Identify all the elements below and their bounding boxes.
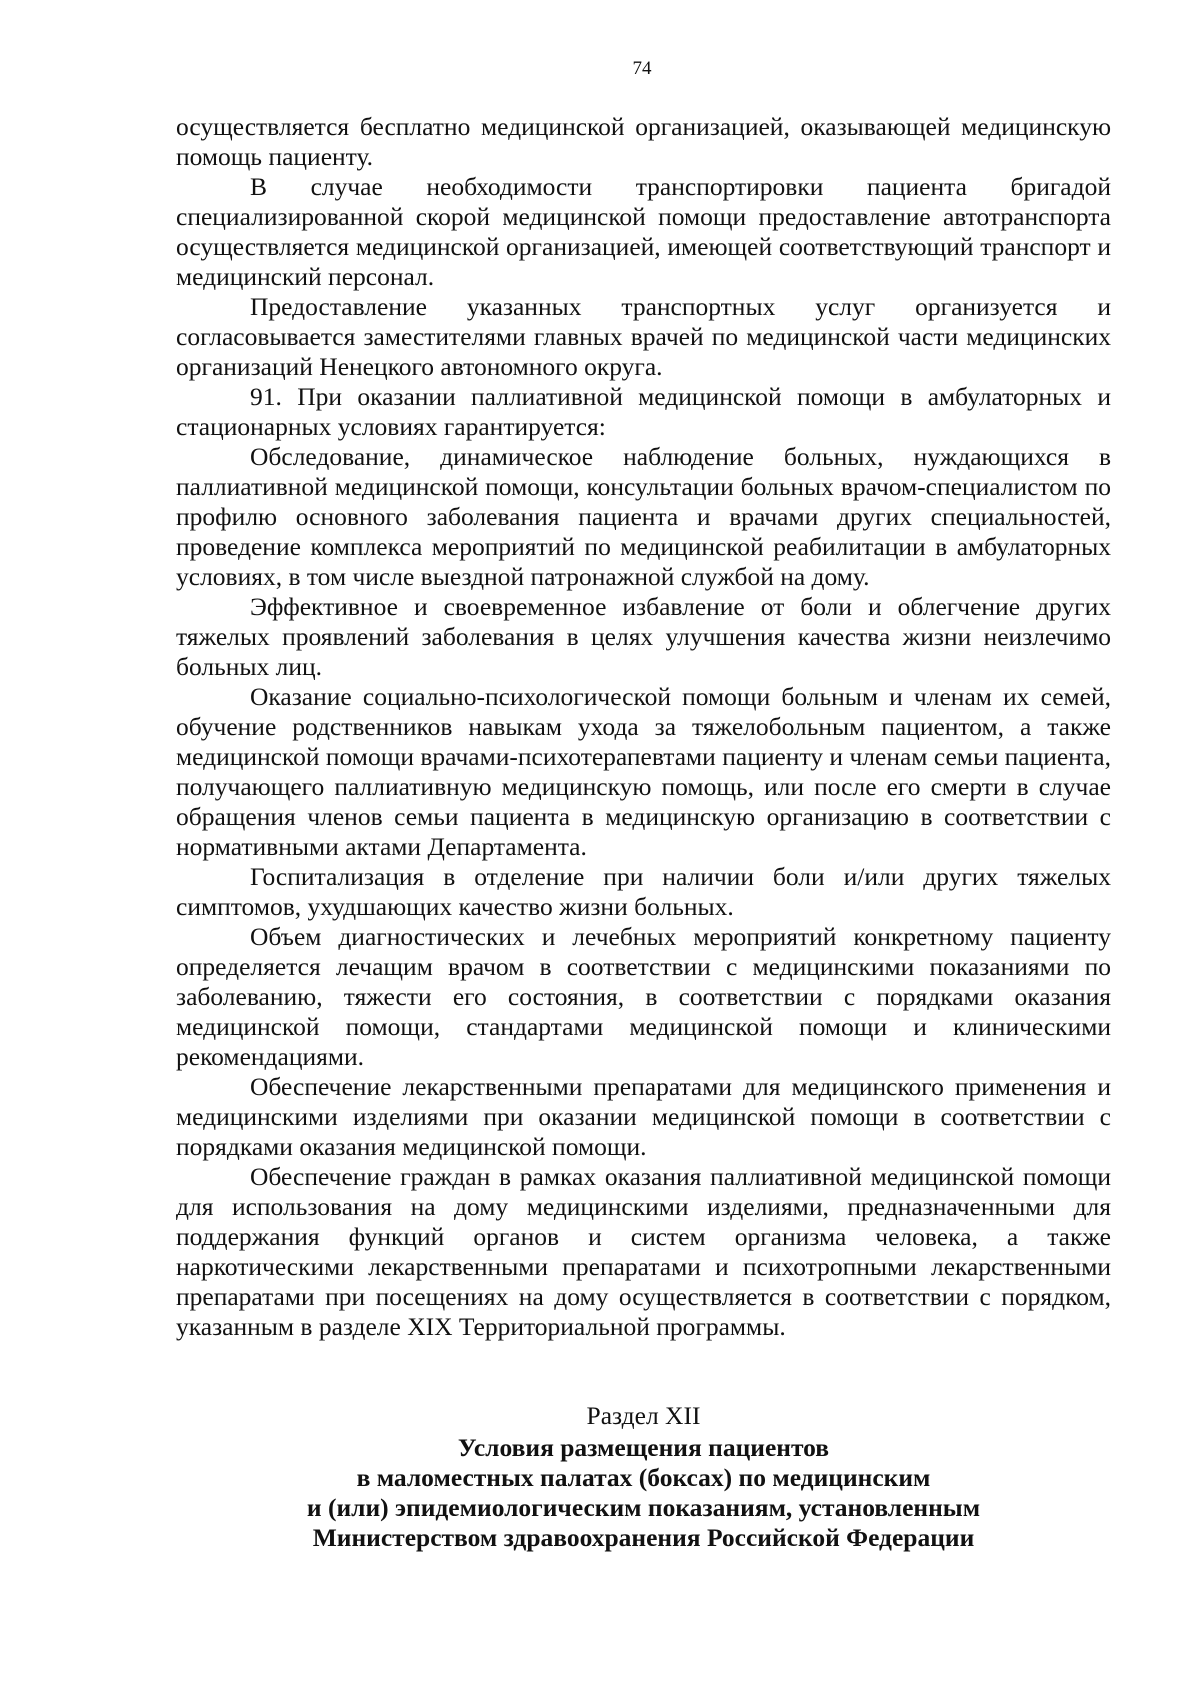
- paragraph: осуществляется бесплатно медицинской организацией, оказывающей медицинскую помощь пациенту.: [176, 112, 1111, 171]
- paragraph: Оказание социально-психологической помощи больным и членам их семей, обучение родственников навыкам ухода за тяжелобольным пациентом, а также медицинской помощи врачами-психотерапевтами пациенту и членам семьи пациента, получающего паллиативную медицинскую помощь, или после его смерти в случае обращения членов семьи пациента в медицинскую организацию в соответствии с нормативными актами Департамента.: [176, 682, 1111, 861]
- paragraph: Предоставление указанных транспортных услуг организуется и согласовывается заместителями главных врачей по медицинской части медицинских организаций Ненецкого автономного округа.: [176, 292, 1111, 381]
- paragraph: Госпитализация в отделение при наличии боли и/или других тяжелых симптомов, ухудшающих качество жизни больных.: [176, 862, 1111, 921]
- paragraph: Объем диагностических и лечебных мероприятий конкретному пациенту определяется лечащим врачом в соответствии с медицинскими показаниями по заболеванию, тяжести его состояния, в соответствии с порядками оказания медицинской помощи, стандартами медицинской помощи и клиническими рекомендациями.: [176, 922, 1111, 1071]
- section-title-line: Министерством здравоохранения Российской Федерации: [312, 1523, 975, 1552]
- paragraph: Обеспечение граждан в рамках оказания паллиативной медицинской помощи для использования на дому медицинскими изделиями, предназначенными для поддержания функций органов и систем организма человека, а также наркотическими лекарственными препаратами и психотропными лекарственными препаратами при посещениях на дому осуществляется в соответствии с порядком, указанным в разделе XIX Территориальной программы.: [176, 1162, 1111, 1341]
- paragraph: 91. При оказании паллиативной медицинской помощи в амбулаторных и стационарных условиях гарантируется:: [176, 382, 1111, 441]
- section-label: Раздел XII: [586, 1401, 701, 1430]
- section-title-line: Условия размещения пациентов: [457, 1433, 830, 1462]
- paragraph: В случае необходимости транспортировки пациента бригадой специализированной скорой медицинской помощи предоставление автотранспорта осуществляется медицинской организацией, имеющей соответствующий транспорт и медицинский персонал.: [176, 172, 1111, 291]
- page-number: 74: [632, 58, 652, 79]
- section-title: [176, 1433, 1111, 1553]
- paragraph: Обеспечение лекарственными препаратами для медицинского применения и медицинскими изделиями при оказании медицинской помощи в соответствии с порядками оказания медицинской помощи.: [176, 1072, 1111, 1161]
- section-title-line: в маломестных палатах (боксах) по медицинским: [356, 1463, 931, 1492]
- section-title-line: и (или) эпидемиологическим показаниям, установленным: [306, 1493, 981, 1522]
- paragraph: Обследование, динамическое наблюдение больных, нуждающихся в паллиативной медицинской помощи, консультации больных врачом-специалистом по профилю основного заболевания пациента и врачами других специальностей, проведение комплекса мероприятий по медицинской реабилитации в амбулаторных условиях, в том числе выездной патронажной службой на дому.: [176, 442, 1111, 591]
- section-heading: [176, 1401, 1111, 1553]
- paragraph: Эффективное и своевременное избавление от боли и облегчение других тяжелых проявлений заболевания в целях улучшения качества жизни неизлечимо больных лиц.: [176, 592, 1111, 681]
- body-text: [176, 112, 1111, 1342]
